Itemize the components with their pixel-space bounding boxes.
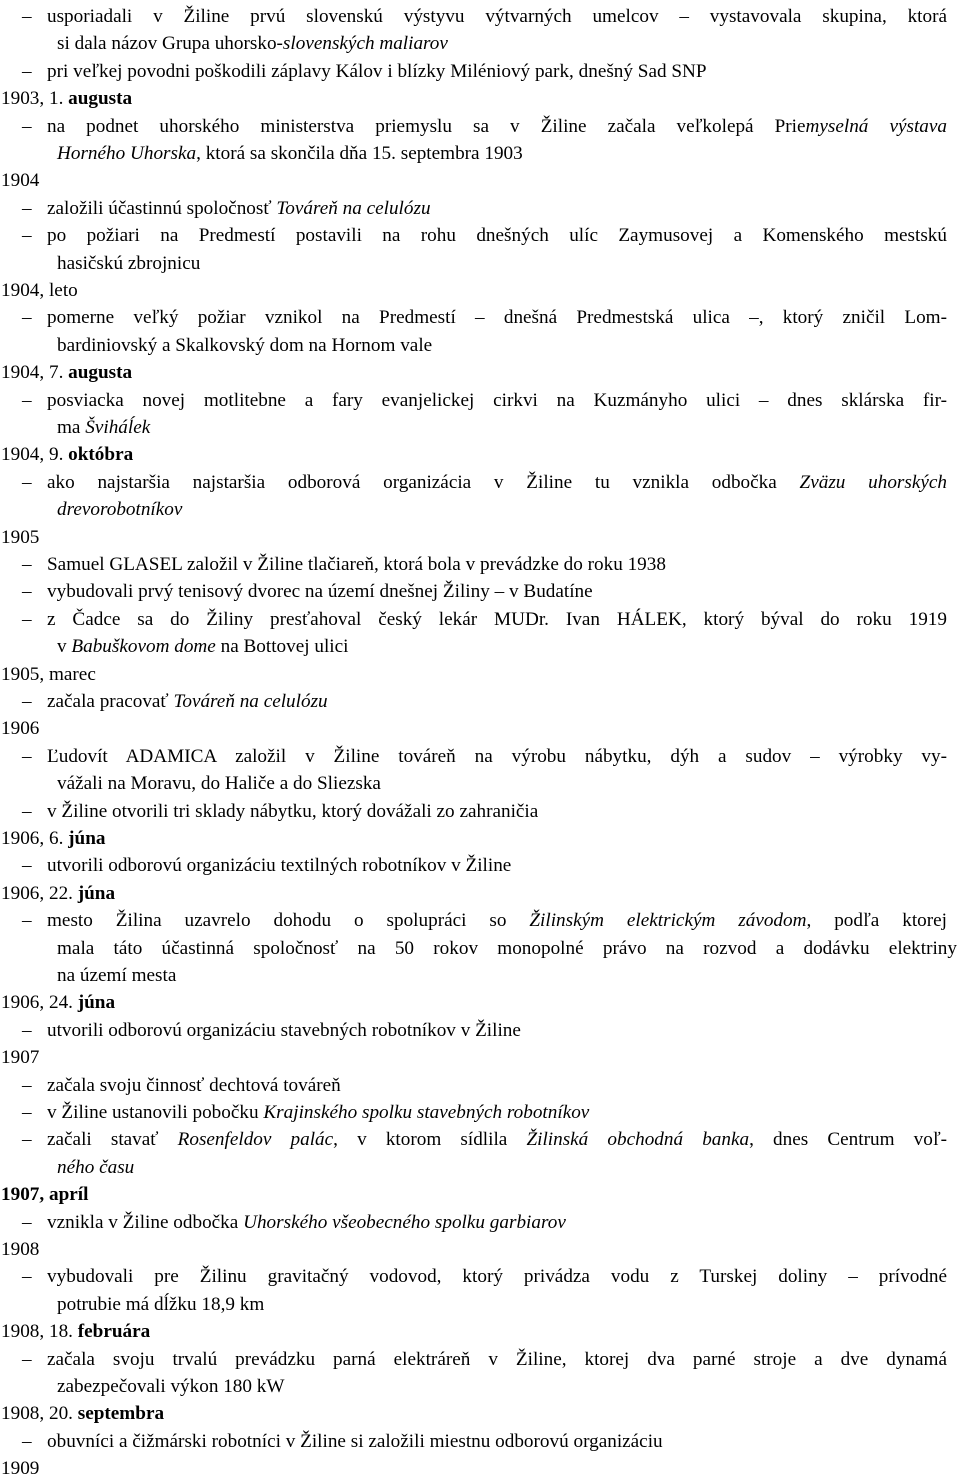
text-run: v Žiline otvorili tri sklady nábytku, ktorý dovážali zo zahraničia bbox=[47, 800, 539, 822]
text-run: začala svoju trvalú prevádzku parná elektráreň v Žiline, ktorej dva parné stroje a dve dynamá bbox=[47, 1348, 947, 1370]
text-run: hasičskú zbrojnicu bbox=[57, 252, 201, 274]
event-continuation bbox=[0, 633, 960, 660]
date-heading bbox=[0, 825, 960, 852]
text-run: bardiniovský a Skalkovský dom na Hornom vale bbox=[57, 334, 433, 356]
text-run: ného času bbox=[57, 1156, 135, 1178]
text-run: Horného Uhorska bbox=[57, 143, 197, 164]
text-run: 1905 bbox=[1, 526, 40, 548]
text-run: pomerne veľký požiar vznikol na Predmestí – dnešná Predmestská ulica –, ktorý zničil Lom- bbox=[47, 307, 947, 329]
text-run: Ľudovít ADAMICA založil v Žiline továreň na výrobu nábytku, dýh a sudov – výrobky vy- bbox=[47, 745, 947, 767]
text-run: , podľa ktorej bbox=[806, 910, 947, 932]
text-run: začala svoju činnosť dechtová továreň bbox=[47, 1074, 341, 1096]
date-heading bbox=[0, 1236, 960, 1263]
event-item bbox=[0, 3, 950, 30]
text-run: z Čadce sa do Žiliny presťahoval český lekár MUDr. Ivan HÁLEK, ktorý býval do roku 1919 bbox=[47, 608, 947, 630]
text-run: Rosenfeldov palác bbox=[177, 1129, 334, 1151]
text-run: Žilinská obchodná banka bbox=[526, 1129, 750, 1151]
event-item bbox=[0, 688, 960, 715]
text-run: júna bbox=[77, 882, 116, 904]
text-run: 1904, 9. bbox=[1, 444, 69, 466]
text-run: na území mesta bbox=[57, 965, 177, 986]
event-item bbox=[0, 1072, 960, 1099]
text-run: 1904, leto bbox=[1, 280, 78, 301]
text-run: 1904 bbox=[1, 170, 40, 192]
text-run: Továreň na celulózu bbox=[276, 197, 431, 219]
event-item bbox=[0, 606, 950, 633]
date-heading bbox=[0, 85, 960, 112]
date-heading bbox=[0, 1044, 960, 1071]
text-run: Babuškovom dome bbox=[71, 636, 216, 658]
text-run: , dnes Centrum voľ- bbox=[749, 1129, 947, 1151]
text-run: 1903, 1. bbox=[1, 88, 69, 110]
text-run: v Žiline ustanovili pobočku bbox=[47, 1102, 264, 1123]
text-run: mala táto účastinná spoločnosť na 50 rokov monopolné právo na rozvod a dodávku elektriny bbox=[57, 937, 957, 959]
event-continuation bbox=[0, 414, 960, 441]
text-run: 1905, marec bbox=[1, 663, 96, 685]
event-item bbox=[0, 1263, 950, 1290]
text-run: Uhorského všeobecného spolku garbiarov bbox=[243, 1211, 566, 1233]
event-continuation bbox=[0, 140, 960, 167]
text-run: po požiari na Predmestí postavili na rohu dnešných ulíc Zaymusovej a Komenského mestskú bbox=[47, 225, 947, 247]
event-item bbox=[0, 387, 950, 414]
event-continuation bbox=[0, 30, 960, 57]
text-run: myselná výstava bbox=[805, 115, 947, 137]
event-item bbox=[0, 195, 960, 222]
text-run: na Bottovej ulici bbox=[215, 636, 349, 658]
text-run: na podnet uhorského ministerstva priemyslu sa v Žiline začala veľkolepá Prie bbox=[47, 115, 806, 137]
event-continuation bbox=[0, 962, 960, 989]
text-run: obuvníci a čižmárski robotníci v Žiline si založili miestnu odborovú organizáciu bbox=[47, 1430, 663, 1452]
text-run: zabezpečovali výkon 180 kW bbox=[57, 1376, 285, 1397]
date-heading bbox=[0, 359, 960, 386]
event-continuation bbox=[0, 496, 960, 523]
text-run: 1908, 18. bbox=[1, 1321, 78, 1343]
text-run: vážali na Moravu, do Haliče a do Sliezska bbox=[57, 773, 381, 795]
text-run: júna bbox=[68, 828, 106, 849]
text-run: augusta bbox=[68, 88, 133, 110]
event-item bbox=[0, 1099, 960, 1126]
text-run: Samuel GLASEL založil v Žiline tlačiareň, ktorá bola v prevádzke do roku 1938 bbox=[47, 554, 666, 575]
text-run: založili účastinnú spoločnosť bbox=[47, 197, 277, 219]
event-continuation bbox=[0, 250, 960, 277]
text-run: mesto Žilina uzavrelo dohodu o spolupráci so bbox=[47, 910, 530, 932]
text-run: 1907, apríl bbox=[1, 1184, 89, 1206]
text-run: 1906 bbox=[1, 718, 40, 740]
event-item bbox=[0, 113, 950, 140]
text-run: ma bbox=[57, 417, 86, 438]
event-item bbox=[0, 1346, 950, 1373]
event-item bbox=[0, 1209, 960, 1236]
text-run: septembra bbox=[77, 1403, 165, 1425]
text-run: 1904, 7. bbox=[1, 362, 69, 384]
text-run: Továreň na celulózu bbox=[173, 691, 328, 712]
date-heading bbox=[0, 989, 960, 1016]
event-item bbox=[0, 798, 960, 825]
text-run: februára bbox=[77, 1321, 151, 1343]
event-item bbox=[0, 743, 950, 770]
date-heading bbox=[0, 167, 960, 194]
date-heading bbox=[0, 524, 960, 551]
text-run: 1909 bbox=[1, 1458, 40, 1480]
event-item bbox=[0, 1017, 960, 1044]
text-run: 1908, 20. bbox=[1, 1403, 78, 1425]
event-item bbox=[0, 222, 950, 249]
text-run: 1907 bbox=[1, 1047, 40, 1069]
text-run: vybudovali pre Žilinu gravitačný vodovod, ktorý privádza vodu z Turskej doliny – prívodné bbox=[47, 1266, 947, 1288]
event-item bbox=[0, 852, 960, 879]
text-run: 1906, 6. bbox=[1, 828, 69, 849]
text-run: v bbox=[57, 636, 72, 658]
event-continuation bbox=[0, 1373, 960, 1400]
text-run: začala pracovať bbox=[47, 691, 174, 712]
text-run: drevorobotníkov bbox=[57, 499, 183, 521]
text-run: posviacka novej motlitebne a fary evanjelickej cirkvi na Kuzmányho ulici – dnes sklárska fir- bbox=[47, 389, 947, 411]
text-run: , v ktorom sídlila bbox=[333, 1129, 527, 1151]
text-run: potrubie má dĺžku 18,9 km bbox=[57, 1293, 265, 1315]
text-run: októbra bbox=[68, 444, 134, 466]
event-continuation bbox=[0, 1291, 960, 1318]
text-run: slovenských maliarov bbox=[282, 33, 448, 55]
text-run: si dala názov Grupa uhorsko- bbox=[57, 33, 283, 55]
date-heading bbox=[0, 1455, 960, 1482]
date-heading bbox=[0, 715, 960, 742]
date-heading bbox=[0, 277, 960, 304]
text-run: Žilinským elektrickým závodom bbox=[529, 910, 807, 932]
event-item bbox=[0, 304, 950, 331]
text-run: začali stavať bbox=[47, 1129, 178, 1151]
text-run: usporiadali v Žiline prvú slovenskú výstyvu výtvarných umelcov – vystavovala skupina, ktorá bbox=[47, 6, 947, 27]
text-run: pri veľkej povodni poškodili záplavy Kálov i blízky Miléniový park, dnešný Sad SNP bbox=[47, 60, 707, 82]
event-item bbox=[0, 907, 950, 934]
text-run: 1906, 24. bbox=[1, 992, 78, 1014]
text-run: júna bbox=[77, 992, 116, 1014]
event-continuation bbox=[0, 332, 960, 359]
event-item bbox=[0, 58, 960, 85]
date-heading bbox=[0, 880, 960, 907]
event-item bbox=[0, 551, 960, 578]
text-run: 1908 bbox=[1, 1239, 40, 1260]
text-run: , ktorá sa skončila dňa 15. septembra 1903 bbox=[196, 143, 523, 164]
event-item bbox=[0, 1428, 960, 1455]
event-continuation bbox=[0, 1154, 960, 1181]
event-item bbox=[0, 469, 950, 496]
text-run: 1906, 22. bbox=[1, 882, 78, 904]
text-run: utvorili odborovú organizáciu textilných robotníkov v Žiline bbox=[47, 855, 512, 877]
date-heading bbox=[0, 1181, 960, 1208]
text-run: Krajinského spolku stavebných robotníkov bbox=[263, 1102, 590, 1123]
text-run: utvorili odborovú organizáciu stavebných robotníkov v Žiline bbox=[47, 1019, 521, 1041]
date-heading bbox=[0, 1318, 960, 1345]
event-item bbox=[0, 1126, 950, 1153]
event-item bbox=[0, 578, 960, 605]
date-heading bbox=[0, 661, 960, 688]
text-run: vybudovali prvý tenisový dvorec na území dnešnej Žiliny – v Budatíne bbox=[47, 581, 593, 603]
event-continuation bbox=[0, 770, 960, 797]
text-run: Zväzu uhorských bbox=[799, 471, 948, 493]
text-run: augusta bbox=[68, 362, 133, 384]
text-run: Šviháĺek bbox=[85, 417, 151, 438]
date-heading bbox=[0, 441, 960, 468]
text-run: vznikla v Žiline odbočka bbox=[47, 1211, 244, 1233]
date-heading bbox=[0, 1400, 960, 1427]
event-continuation bbox=[0, 935, 960, 962]
text-run: ako najstaršia najstaršia odborová organizácia v Žiline tu vznikla odbočka bbox=[47, 471, 800, 493]
